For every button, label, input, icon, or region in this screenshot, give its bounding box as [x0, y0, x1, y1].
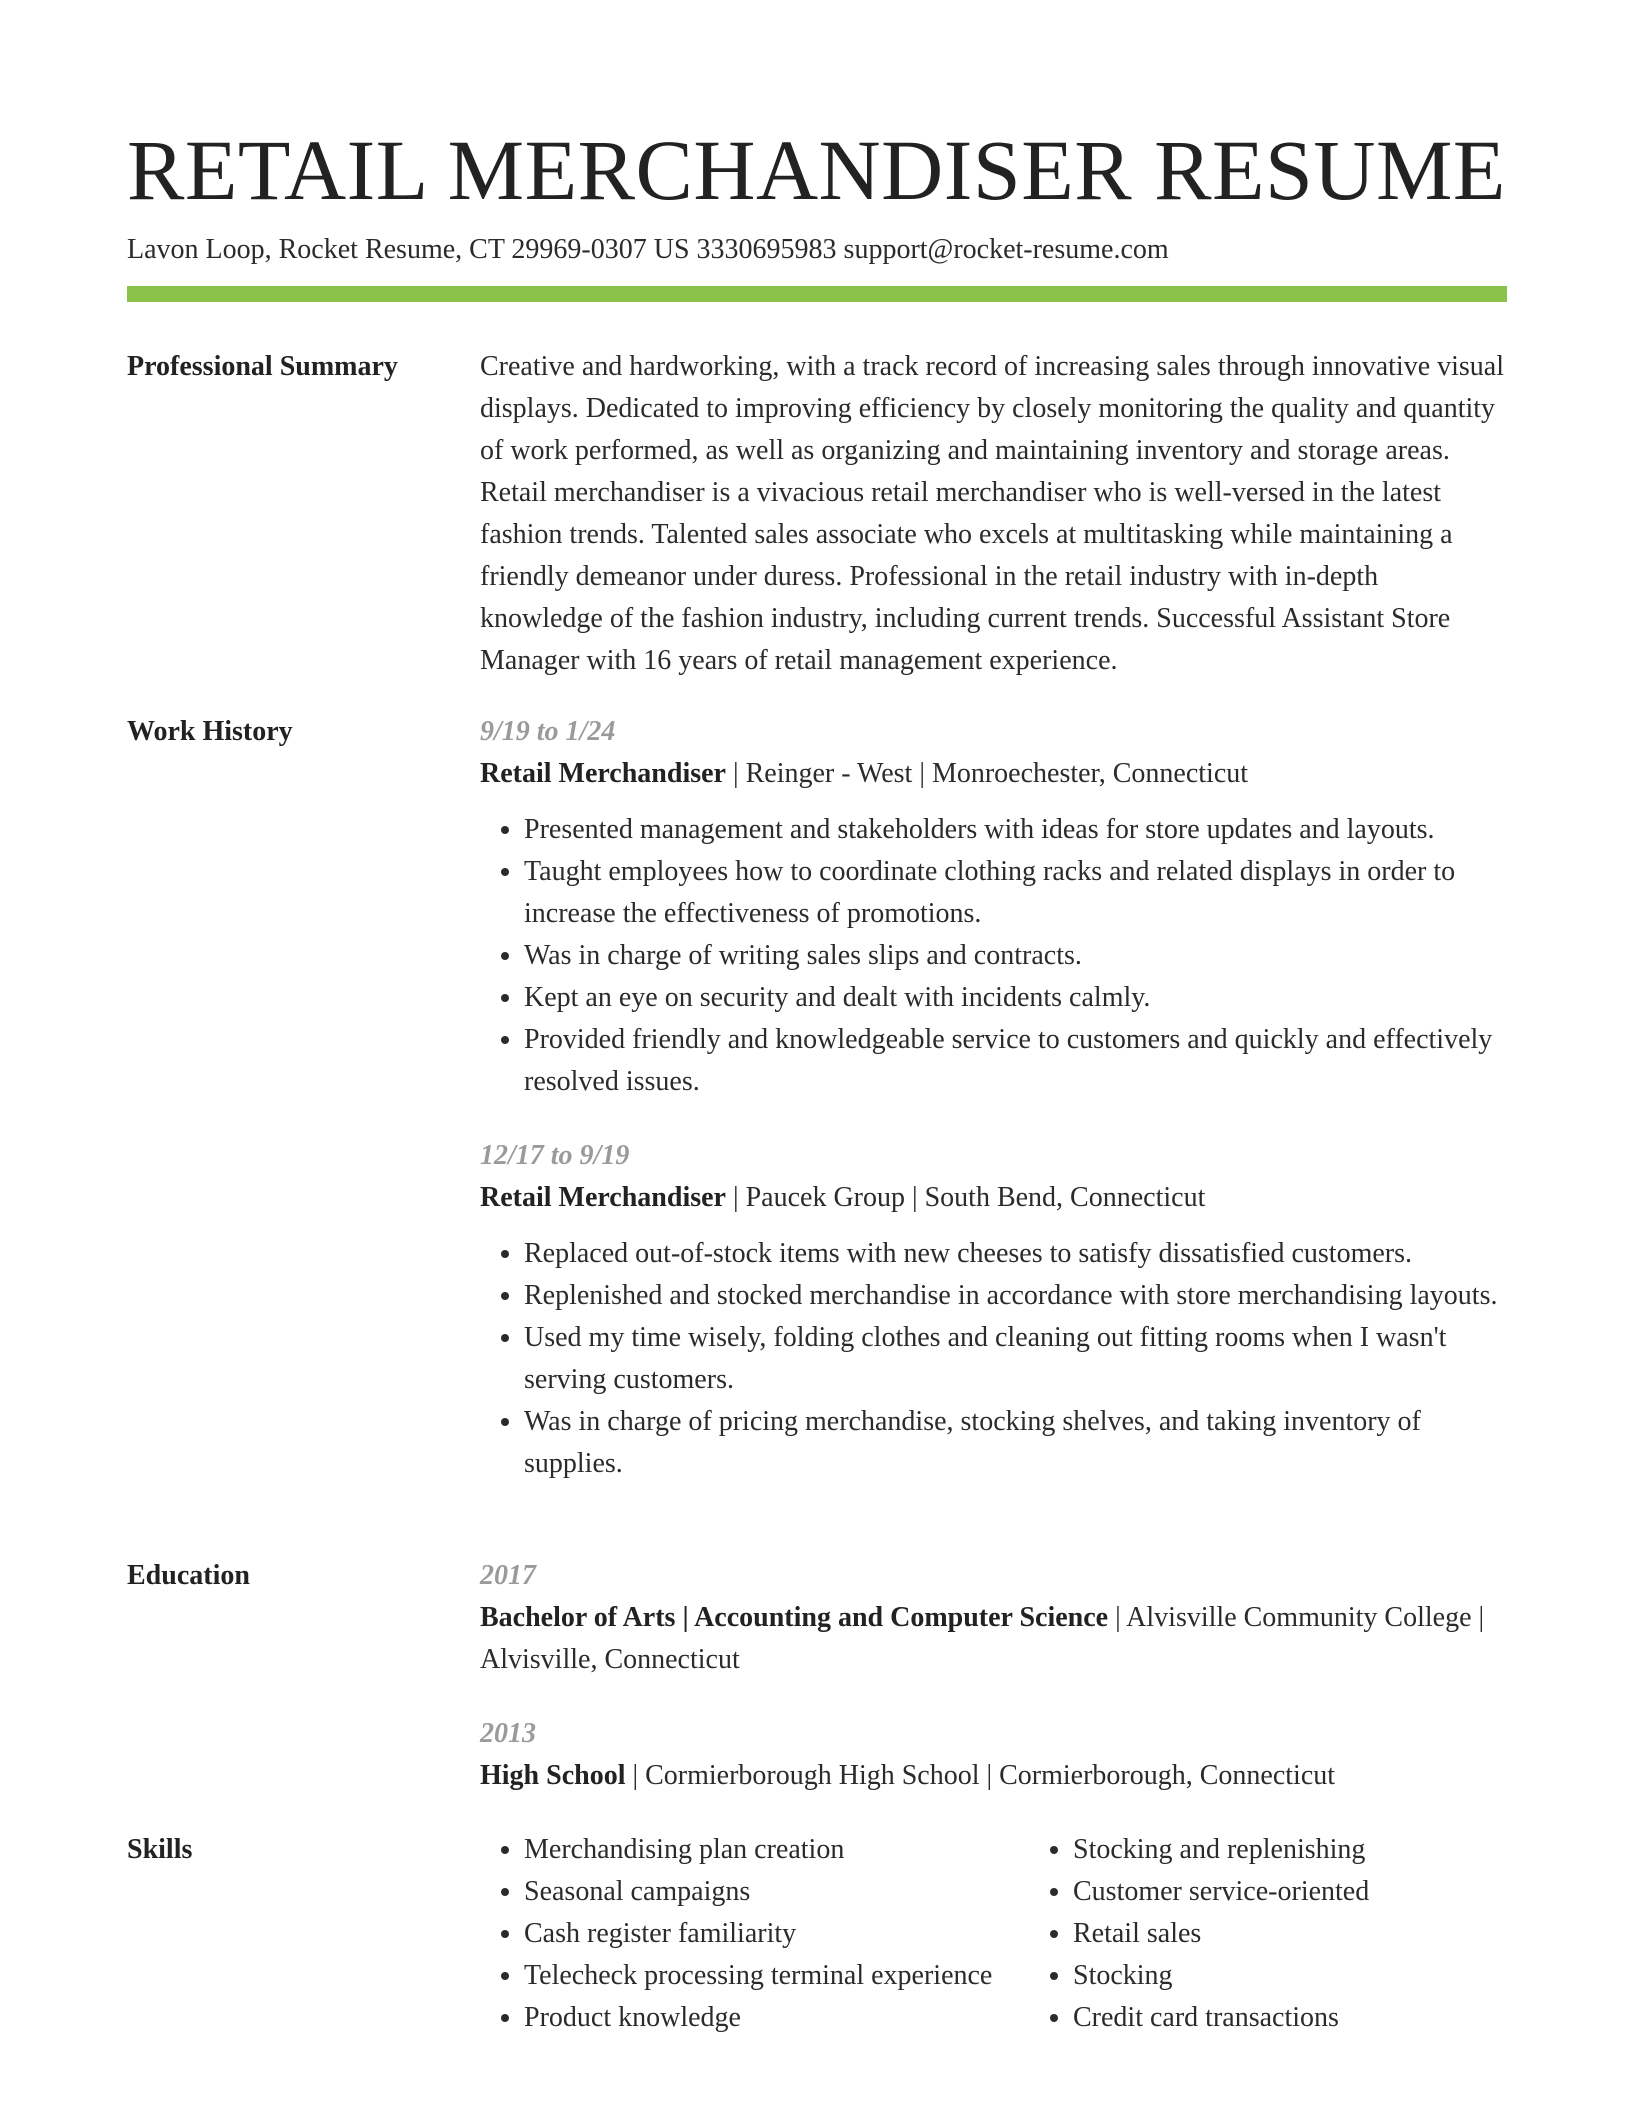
- list-item: • Was in charge of pricing merchandise, stocking shelves, and taking inventory of supplies.: [524, 1401, 1507, 1485]
- job-title: Retail Merchandiser: [480, 758, 726, 789]
- education-entry: [480, 1713, 1507, 1797]
- job-entry: [480, 1135, 1507, 1485]
- job-dates: 12/17 to 9/19: [480, 1140, 630, 1171]
- accent-divider: [127, 286, 1507, 302]
- skill-item: • Stocking: [1073, 1955, 1595, 1997]
- skill-item: • Seasonal campaigns: [524, 1871, 1029, 1913]
- list-item: • Used my time wisely, folding clothes and cleaning out fitting rooms when I wasn't serving customers.: [524, 1317, 1507, 1401]
- job-dates: 9/19 to 1/24: [480, 716, 616, 747]
- skills-list-right: [1029, 1829, 1595, 2039]
- education-details: | Cormierborough High School | Cormierborough, Connecticut: [625, 1760, 1336, 1791]
- job-details: | Reinger - West | Monroechester, Connecticut: [725, 758, 1249, 789]
- education-degree: High School: [480, 1760, 626, 1791]
- list-item: • Taught employees how to coordinate clothing racks and related displays in order to increase the effectiveness of promotions.: [524, 851, 1507, 935]
- job-details: | Paucek Group | South Bend, Connecticut: [725, 1182, 1206, 1213]
- education-line: [480, 1597, 1507, 1681]
- skill-item: • Stocking and replenishing: [1073, 1829, 1595, 1871]
- education-year: 2013: [480, 1718, 536, 1749]
- list-item: • Replaced out-of-stock items with new cheeses to satisfy dissatisfied customers.: [524, 1233, 1507, 1275]
- list-item: • Presented management and stakeholders with ideas for store updates and layouts.: [524, 809, 1507, 851]
- skill-item: • Retail sales: [1073, 1913, 1595, 1955]
- list-item: • Provided friendly and knowledgeable service to customers and quickly and effectively resolved issues.: [524, 1019, 1507, 1103]
- job-title-line: [480, 753, 1507, 795]
- job-title-line: [480, 1177, 1507, 1219]
- education-entry: [480, 1555, 1507, 1681]
- list-item: • Replenished and stocked merchandise in accordance with store merchandising layouts.: [524, 1275, 1507, 1317]
- job-entry: [480, 711, 1507, 1103]
- education-line: [480, 1755, 1507, 1797]
- contact-line: Lavon Loop, Rocket Resume, CT 29969-0307 US 3330695983 support@rocket-resume.com: [127, 234, 1169, 265]
- job-bullets: [480, 809, 1507, 1103]
- skill-item: • Telecheck processing terminal experience: [524, 1955, 1029, 1997]
- summary-text: Creative and hardworking, with a track record of increasing sales through innovative visual displays. Dedicated to improving efficiency by closely monitoring the quality and quantity of work performed, as well as organizing and maintaining inventory and storage areas. Retail merchandiser is a vivacious retail merchandiser who is well-versed in the latest fashion trends. Talented sales associate who excels at multitasking while maintaining a friendly demeanor under duress. Professional in the retail industry with in-depth knowledge of the fashion industry, including current trends. Successful Assistant Store Manager with 16 years of retail management experience.: [480, 351, 1505, 676]
- skills-list-left: [480, 1829, 1029, 2039]
- resume-title: RETAIL MERCHANDISER RESUME: [127, 122, 1506, 218]
- job-bullets: [480, 1233, 1507, 1485]
- work-history-heading: Work History: [127, 716, 293, 747]
- skill-item: • Merchandising plan creation: [524, 1829, 1029, 1871]
- skill-item: • Cash register familiarity: [524, 1913, 1029, 1955]
- education-details: | Alvisville Community College | Alvisville, Connecticut: [480, 1602, 1485, 1675]
- summary-heading: Professional Summary: [127, 351, 398, 382]
- skill-item: • Credit card transactions: [1073, 1997, 1595, 2039]
- education-degree: Bachelor of Arts | Accounting and Computer Science: [480, 1602, 1109, 1633]
- skills-columns: [480, 1829, 1507, 2039]
- job-title: Retail Merchandiser: [480, 1182, 726, 1213]
- skills-heading: Skills: [127, 1834, 193, 1865]
- education-heading: Education: [127, 1560, 250, 1591]
- education-year: 2017: [480, 1560, 536, 1591]
- skill-item: • Customer service-oriented: [1073, 1871, 1595, 1913]
- list-item: • Was in charge of writing sales slips and contracts.: [524, 935, 1507, 977]
- skill-item: • Product knowledge: [524, 1997, 1029, 2039]
- list-item: • Kept an eye on security and dealt with incidents calmly.: [524, 977, 1507, 1019]
